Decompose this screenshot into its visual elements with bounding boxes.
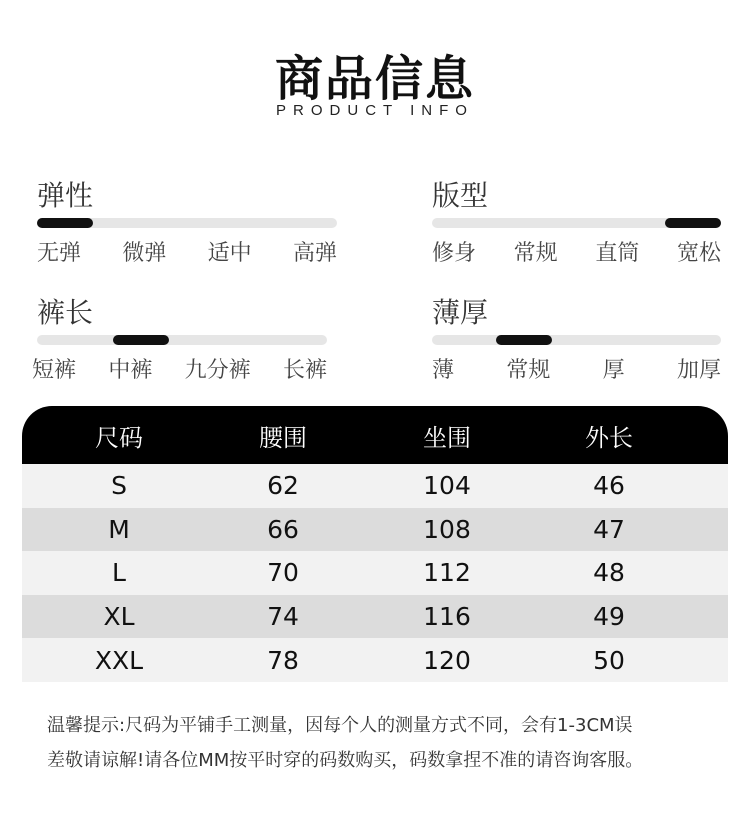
elasticity-indicator bbox=[37, 218, 93, 228]
attribute-title: 裤长 bbox=[37, 296, 94, 329]
option-label: 薄 bbox=[432, 358, 455, 383]
pants-length-track bbox=[37, 335, 327, 345]
table-row: XXL 78 120 50 bbox=[22, 638, 728, 682]
fit-indicator bbox=[665, 218, 721, 228]
thickness-track bbox=[432, 335, 721, 345]
size-table bbox=[22, 406, 728, 682]
size-note bbox=[47, 708, 727, 778]
page-title: 商品信息 bbox=[274, 51, 475, 107]
option-label: 适中 bbox=[207, 241, 252, 266]
thickness-indicator bbox=[496, 335, 552, 345]
thickness-options bbox=[432, 353, 721, 384]
option-label: 直筒 bbox=[595, 241, 640, 266]
option-label: 加厚 bbox=[676, 358, 721, 383]
attribute-title: 弹性 bbox=[37, 179, 94, 212]
option-label: 宽松 bbox=[676, 241, 721, 266]
option-label: 厚 bbox=[602, 358, 625, 383]
attribute-title: 薄厚 bbox=[432, 296, 489, 329]
table-row: XL 74 116 49 bbox=[22, 595, 728, 639]
fit-track bbox=[432, 218, 721, 228]
option-label: 长裤 bbox=[282, 358, 327, 383]
attribute-elasticity bbox=[37, 176, 337, 267]
attribute-pants-length bbox=[32, 293, 327, 384]
attribute-thickness bbox=[432, 293, 721, 384]
attribute-fit bbox=[432, 176, 721, 267]
elasticity-options bbox=[37, 236, 337, 267]
option-label: 无弹 bbox=[37, 241, 82, 266]
option-label: 微弹 bbox=[122, 241, 167, 266]
option-label: 常规 bbox=[513, 241, 558, 266]
pants-length-options bbox=[32, 353, 327, 384]
fit-options bbox=[432, 236, 721, 267]
table-header: 尺码 腰围 坐围 外长 bbox=[22, 406, 728, 464]
attribute-title: 版型 bbox=[432, 179, 489, 212]
option-label: 常规 bbox=[506, 358, 551, 383]
option-label: 修身 bbox=[432, 241, 477, 266]
table-row: M 66 108 47 bbox=[22, 508, 728, 552]
elasticity-track bbox=[37, 218, 337, 228]
note-line: 温馨提示:尺码为平铺手工测量，因每个人的测量方式不同，会有1-3CM误 bbox=[47, 715, 633, 736]
option-label: 高弹 bbox=[292, 241, 337, 266]
page-subtitle: PRODUCT INFO bbox=[276, 102, 474, 119]
option-label: 九分裤 bbox=[184, 358, 251, 383]
table-row: L 70 112 48 bbox=[22, 551, 728, 595]
note-line: 差敬请谅解!请各位MM按平时穿的码数购买，码数拿捏不准的请咨询客服。 bbox=[47, 750, 644, 771]
pants-length-indicator bbox=[113, 335, 169, 345]
option-label: 短裤 bbox=[32, 358, 77, 383]
table-row: S 62 104 46 bbox=[22, 464, 728, 508]
option-label: 中裤 bbox=[108, 358, 153, 383]
